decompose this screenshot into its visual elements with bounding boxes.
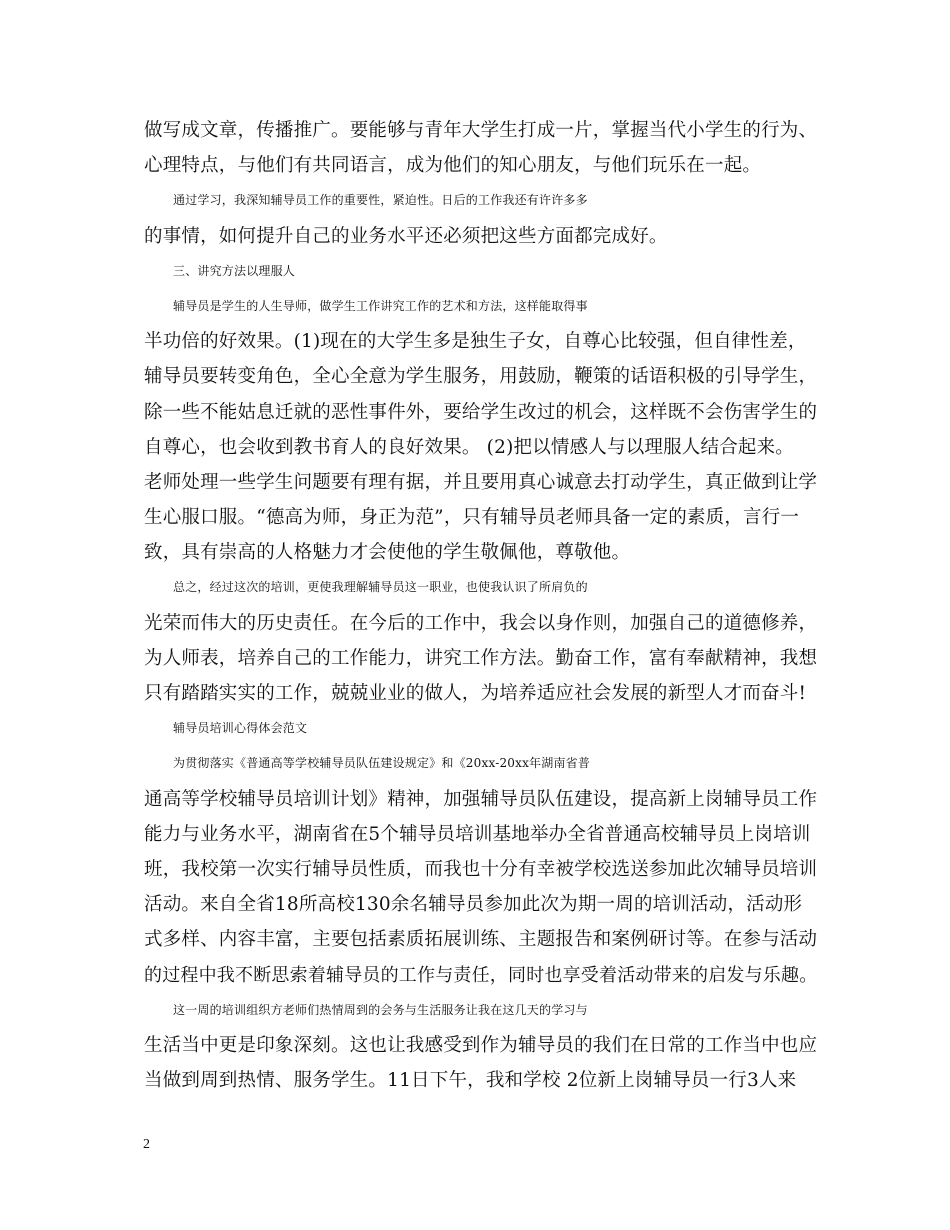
- text-line: 做写成文章，传播推广。要能够与青年大学生打成一片，掌握当代小学生的行为、: [144, 120, 818, 141]
- text-line: 辅导员培训心得体会范文: [173, 721, 308, 736]
- text-line: 活动。来自全省18所高校130余名辅导员参加此次为期一周的培训活动，活动形: [144, 894, 803, 916]
- text-line: 辅导员要转变角色，全心全意为学生服务，用鼓励，鞭策的话语积极的引导学生，: [144, 366, 818, 388]
- text-line: 能力与业务水平，湖南省在5个辅导员培训基地举办全省普通高校辅导员上岗培训: [144, 823, 811, 845]
- text-line: 当做到周到热情、服务学生。11日下午，我和学校 2位新上岗辅导员一行3人来: [144, 1070, 797, 1092]
- text-line: 的事情，如何提升自己的业务水平还必须把这些方面都完成好。: [144, 225, 668, 247]
- text-line: 生活当中更是印象深刻。这也让我感受到作为辅导员的我们在日常的工作当中也应: [144, 1034, 818, 1056]
- text-line: 半功倍的好效果。(1)现在的大学生多是独生子女，自尊心比较强，但自律性差，: [144, 331, 807, 353]
- text-line: 通高等学校辅导员培训计划》精神，加强辅导员队伍建设，提高新上岗辅导员工作: [144, 788, 818, 810]
- text-line: 三、讲究方法以理服人: [173, 263, 296, 278]
- text-line: 为贯彻落实《普通高等学校辅导员队伍建设规定》和《20xx-20xx年湖南省普: [173, 756, 591, 771]
- page-number: 2: [143, 1137, 150, 1152]
- text-line: 式多样、内容丰富，主要包括素质拓展训练、主题报告和案例研讨等。在参与活动: [144, 929, 818, 951]
- text-line: 心理特点，与他们有共同语言，成为他们的知心朋友，与他们玩乐在一起。: [144, 155, 762, 177]
- text-line: 这一周的培训组织方老师们热情周到的会务与生活服务让我在这几天的学习与: [173, 1002, 588, 1017]
- text-line: 班，我校第一次实行辅导员性质，而我也十分有幸被学校选送参加此次辅导员培训: [144, 858, 818, 880]
- text-line: 老师处理一些学生问题要有理有据，并且要用真心诚意去打动学生，真正做到让学: [144, 471, 818, 493]
- text-line: 自尊心，也会收到教书育人的良好效果。 (2)把以情感人与以理服人结合起来。: [144, 436, 794, 458]
- text-line: 除一些不能姑息迁就的恶性事件外，要给学生改过的机会，这样既不会伤害学生的: [144, 401, 818, 423]
- text-line: 生心服口服。“德高为师，身正为范”，只有辅导员老师具备一定的素质，言行一: [144, 507, 800, 529]
- text-line: 只有踏踏实实的工作，兢兢业业的做人，为培养适应社会发展的新型人才而奋斗!: [144, 683, 807, 704]
- text-line: 致，具有崇高的人格魅力才会使他的学生敬佩他，尊敬他。: [144, 542, 631, 564]
- text-line: 为人师表，培养自己的工作能力，讲究工作方法。勤奋工作，富有奉献精神，我想: [144, 647, 818, 669]
- text-line: 辅导员是学生的人生导师，做学生工作讲究工作的艺术和方法，这样能取得事: [173, 298, 588, 313]
- text-line: 通过学习，我深知辅导员工作的重要性，紧迫性。日后的工作我还有许许多多: [173, 193, 588, 208]
- text-line: 光荣而伟大的历史责任。在今后的工作中，我会以身作则，加强自己的道德修养，: [144, 612, 818, 634]
- text-line: 的过程中我不断思索着辅导员的工作与责任，同时也享受着活动带来的启发与乐趣。: [144, 964, 818, 986]
- text-line: 总之，经过这次的培训，更使我理解辅导员这一职业，也使我认识了所肩负的: [173, 580, 588, 595]
- document-body: [144, 113, 824, 1098]
